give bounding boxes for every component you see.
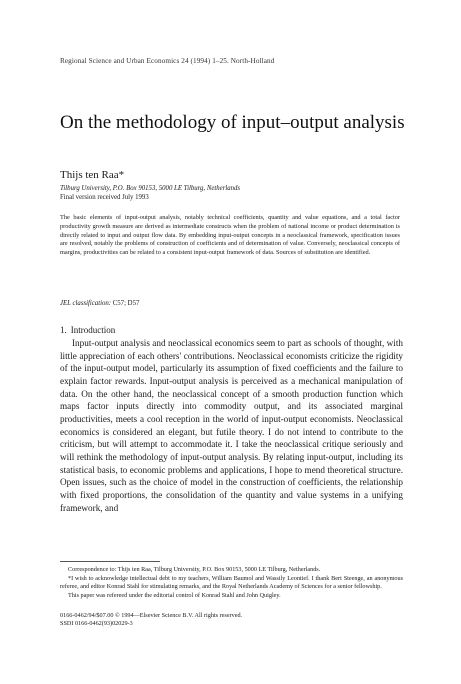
received-date: Final version received July 1993 bbox=[60, 194, 149, 201]
ssdi-line: SSDI 0166-0462(93)02029-3 bbox=[60, 620, 133, 628]
jel-codes: C57; D57 bbox=[112, 300, 140, 307]
copyright-line: 0166-0462/94/$07.00 © 1994—Elsevier Science B.V. All rights reserved. bbox=[60, 612, 243, 619]
jel-label: JEL classification: bbox=[60, 300, 112, 307]
article-author: Thijs ten Raa* bbox=[60, 169, 125, 181]
abstract: The basic elements of input-output analysis, notably technical coefficients, quantity and value equations, and a total factor productivity growth measure are derived as intermediate constructs when the problem of national income or product determination is directly related to input and output flow data. By embedding input-output concepts in a neoclassical framework, specification issues are resolved, notably the problems of construction of coefficients and of determination of value. Conversely, neoclassical concepts of margins, productivities can be related to a consistent input-output framework of data. Sources of substitution are identified. bbox=[60, 214, 400, 257]
jel-classification bbox=[60, 300, 139, 307]
journal-header: Regional Science and Urban Economics 24 (1994) 1–25. North-Holland bbox=[60, 57, 275, 65]
section-number: 1. bbox=[60, 325, 67, 335]
correspondence-note: Correspondence to: Thijs ten Raa, Tilburg University, P.O. Box 90153, 5000 LE Tilburg, Netherlands. bbox=[68, 566, 321, 573]
acknowledgment-note: *I wish to acknowledge intellectual debt to my teachers, William Baumol and Wassily Leontief. I thank Bert Steenge, an anonymous referee, and editor Konrad Stahl for stimulating remarks, and the Royal Netherlands Academy of Sciences for a senior fellowship. bbox=[60, 574, 403, 591]
footnote-divider bbox=[60, 561, 160, 562]
editor-note: This paper was refereed under the editorial control of Konrad Stahl and John Quigley. bbox=[68, 591, 281, 599]
section-title: Introduction bbox=[70, 325, 116, 335]
author-affiliation: Tilburg University, P.O. Box 90153, 5000 LE Tilburg, Netherlands bbox=[60, 185, 241, 192]
article-title: On the methodology of input–output analysis bbox=[60, 112, 405, 133]
body-text bbox=[60, 337, 403, 514]
section-heading bbox=[60, 325, 115, 335]
footnotes bbox=[60, 566, 403, 600]
body-paragraph: Input-output analysis and neoclassical economics seem to part as schools of thought, with little appreciation of each others' contributions. Neoclassical economists criticize the rigidity of the input-output model, particularly its assumption of fixed coefficients and the failure to explain factor rewards. Input-output analysis is perceived as a mechanical manipulation of data. On the other hand, the neoclassical concept of a smooth production function which maps factor inputs directly into commodity output, and its associated marginal productivities, meets a cool reception in the world of input-output economists. Neoclassical economics is considered an elegant, but futile theory. I do not intend to contribute to the criticism, but will attempt to accommodate it. I take the neoclassical critique seriously and will rethink the methodology of input-output analysis. By relating input-output, including its statistical basis, to economic problems and applications, I hope to mend theoretical structure. Open issues, such as the choice of model in the construction of coefficients, the relationship with fixed proportions, the consolidation of the quantity and value systems in a unifying framework, and bbox=[60, 338, 403, 513]
copyright-block bbox=[60, 612, 242, 629]
